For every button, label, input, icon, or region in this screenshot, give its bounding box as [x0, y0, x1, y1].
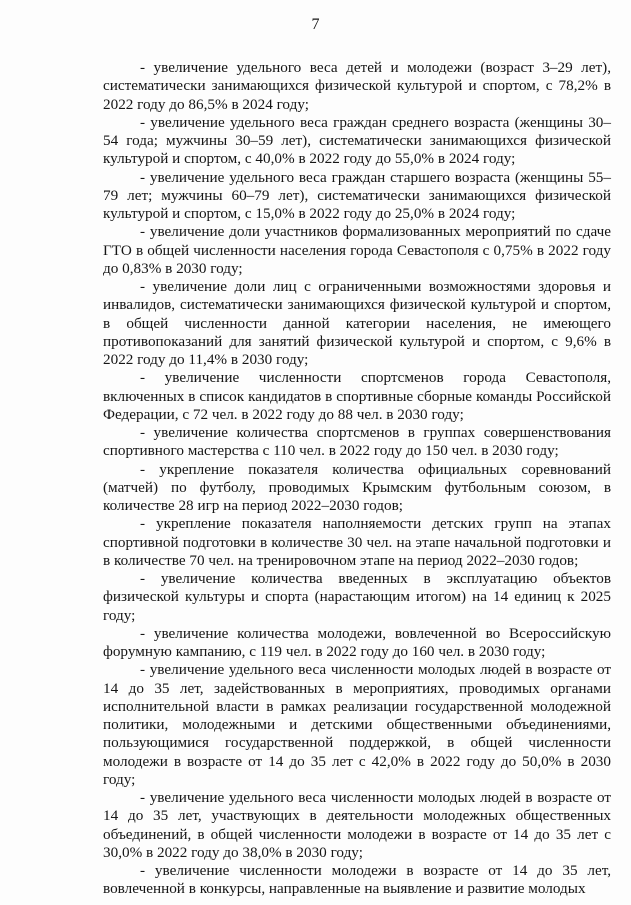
indicator-paragraph: - увеличение численности спортсменов города Севастополя, включенных в список кандидатов в спортивные сборные команды Российской Федерации, с 72 чел. в 2022 году до 88 чел. в 2030 году;	[103, 369, 611, 423]
indicator-paragraph: - увеличение численности молодежи в возрасте от 14 до 35 лет, вовлеченной в конкурсы, направленные на выявление и развитие молодых	[103, 862, 611, 898]
indicator-paragraph: - увеличение доли участников формализованных мероприятий по сдаче ГТО в общей численности населения города Севастополя с 0,75% в 2022 году до 0,83% в 2030 году;	[103, 223, 611, 277]
indicator-paragraph: - увеличение удельного веса численности молодых людей в возрасте от 14 до 35 лет, задействованных в мероприятиях, проводимых органами исполнительной власти в рамках реализации государственной молодежной политики, молодежными и детскими общественными объединениями, пользующимися государственной поддержкой, в общей численности молодежи в возрасте от 14 до 35 лет с 42,0% в 2022 году до 50,0% в 2030 году;	[103, 661, 611, 788]
document-body	[103, 59, 611, 899]
indicator-paragraph: - увеличение количества введенных в эксплуатацию объектов физической культуры и спорта (нарастающим итогом) на 14 единиц к 2025 году;	[103, 570, 611, 624]
page-number: 7	[311, 16, 320, 33]
indicator-paragraph: - увеличение удельного веса граждан старшего возраста (женщины 55–79 лет; мужчины 60–79 лет), систематически занимающихся физической культурой и спортом, с 15,0% в 2022 году до 25,0% в 2024 году;	[103, 168, 611, 222]
indicator-paragraph: - увеличение количества спортсменов в группах совершенствования спортивного мастерства с 110 чел. в 2022 году до 150 чел. в 2030 году;	[103, 424, 611, 460]
indicator-paragraph: - увеличение количества молодежи, вовлеченной во Всероссийскую форумную кампанию, с 119 чел. в 2022 году до 160 чел. в 2030 году;	[103, 624, 611, 660]
indicator-paragraph: - увеличение доли лиц с ограниченными возможностями здоровья и инвалидов, систематически занимающихся физической культурой и спортом, в общей численности данной категории населения, не имеющего противопоказаний для занятий физической культурой и спортом, с 9,6% в 2022 году до 11,4% в 2030 году;	[103, 278, 611, 368]
indicator-paragraph: - увеличение удельного веса граждан среднего возраста (женщины 30–54 года; мужчины 30–59 лет), систематически занимающихся физической культурой и спортом, с 40,0% в 2022 году до 55,0% в 2024 году;	[103, 113, 611, 168]
indicator-paragraph: - укрепление показателя количества официальных соревнований (матчей) по футболу, проводимых Крымским футбольным союзом, в количестве 28 игр на период 2022–2030 годов;	[103, 460, 611, 514]
indicator-paragraph: - увеличение удельного веса детей и молодежи (возраст 3–29 лет), систематически занимающихся физической культурой и спортом, с 78,2% в 2022 году до 86,5% в 2024 году;	[103, 59, 611, 113]
indicator-paragraph: - увеличение удельного веса численности молодых людей в возрасте от 14 до 35 лет, участвующих в деятельности молодежных общественных объединений, в общей численности молодежи в возрасте от 14 до 35 лет с 30,0% в 2022 году до 38,0% в 2030 году;	[103, 789, 611, 861]
indicator-paragraph: - укрепление показателя наполняемости детских групп на этапах спортивной подготовки в количестве 30 чел. на этапе начальной подготовки и в количестве 70 чел. на тренировочном этапе на период 2022–2030 годов;	[103, 515, 611, 569]
